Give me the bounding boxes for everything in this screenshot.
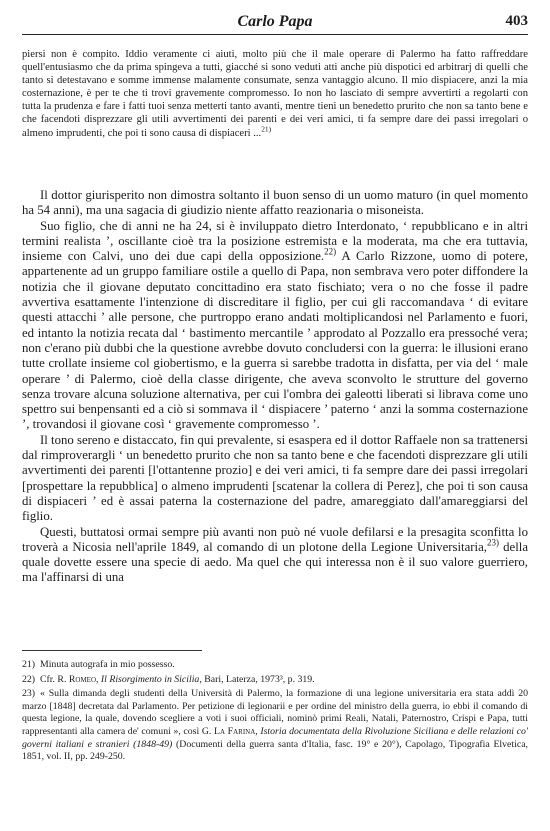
footnote-rule xyxy=(22,650,202,651)
footnote-separator: , xyxy=(255,725,261,737)
paragraph-2-part-b: A Carlo Rizzone, uomo di potere, appartenente ad un gruppo familiare ostile a quello di Papa, non sembrava vero poter diffondere la notizia che il giovane deputato concittadino era stato fischiato; vera o no che fosse il padre avvertiva esattamente l'intenzione di discreditare il figlio, per cui gli raccomandava ‘ di evitare questi attacchi ’ alle persone, che purtroppo erano andati moltiplicandosi nel Parlamento e fuori, ed intanto la notizia recata dal ‘ bastimento mercantile ’ approdato al Pozzallo era pressoché vera; non c'erano più dubbi che la questione avrebbe dovuto concludersi con la guerra: le illusioni erano tutte crollate insieme col giobertismo, e la guerra si sarebbe tradotta in disfatta, per via del ‘ male operare ’ di Palermo, cioè della classe dirigente, che aveva sconvolto le strutture del governo senza trovare alcuna soluzione alternativa, per cui l'ombra dei galeotti liberati si librava come uno spettro sui benpensanti ed a ciò si sommava il ‘ dispiacere ’ paterno ‘ anzi la somma costernazione ’, trovandosi il giovane così ‘ gravemente compromesso ’. xyxy=(22,249,529,432)
footnote-author: R. Romeo xyxy=(57,673,96,685)
footnote-separator: , xyxy=(96,673,101,685)
page-header xyxy=(22,12,528,35)
footnote-title: Il Risorgimento in Sicilia xyxy=(100,673,200,685)
footnote-number: 21) xyxy=(22,659,36,670)
footnote-author: G. La Farina xyxy=(201,725,256,737)
paragraph-4-part-a: Questi, buttatosi ormai sempre più avanti non può né vuole defilarsi e la presagita sconfitta lo troverà a Nicosia nell'aprile 1849, al comando di un plotone della Legione Universitaria, xyxy=(22,524,528,554)
footnote-suffix: (Documenti della guerra santa d'Italia, fasc. 19° e 20°), Capolago, Tipografia Elvetica, 1851, vol. II, pp. 249-250. xyxy=(22,738,528,763)
footnote-number: 22) xyxy=(22,673,36,685)
footnote-number: 23) xyxy=(22,688,36,700)
paragraph-2-part-a: Suo figlio, che di anni ne ha 24, si è inviluppato dietro Interdonato, ‘ repubblicano e in altri termini realista ’, oscillante cioè tra la posizione estremista e la moderata, ma che era tuttavia, insieme con Calvi, uno dei due capi della opposizione. xyxy=(22,218,528,264)
paragraph-4 xyxy=(22,525,528,586)
paragraph-1: Il dottor giurisperito non dimostra soltanto il buon senso di un uomo maturo (in quel momento ha 54 anni), ma una sagacia di giudizio niente affatto reazionaria o misoneista. xyxy=(22,188,528,218)
paragraph-2 xyxy=(22,219,528,433)
footnote-prefix: « Sulla dimanda degli studenti della Università di Palermo, la formazione di una legione universitaria era stata addì 20 marzo [1848] decretata dal Parlamento. Per petizione di legionarii e per ordine del ministro della guerra, io ebbi il comando di questa legione, la quale, dovendo scegliere a voti i suoi officiali, nominò primi Reali, Natali, Paternostro, Crispi e Papa, tutti rappresentanti alla camera de' comuni », così xyxy=(22,688,528,737)
footnote-text: Minuta autografa in mio possesso. xyxy=(40,659,175,670)
footnote-ref-22: 22) xyxy=(324,246,337,257)
page-number: 403 xyxy=(505,13,528,29)
footnote-suffix: , Bari, Laterza, 1973³, p. 319. xyxy=(199,673,315,685)
paragraph-4-part-b: della quale dovette essere una specie di aedo. Ma quel che qui interessa non è il suo valore guerriero, ma l'affinarsi di una xyxy=(22,539,528,585)
paragraph-3: Il tono sereno e distaccato, fin qui prevalente, si esaspera ed il dottor Raffaele non sa trattenersi dal rimproverargli ‘ un benedetto prurito che non sa tanto bene e che facendoti disprezzare gli utili avvertimenti dei parenti [l'ottantenne prozio] e dei veri amici, ti fa sempre dare dei passi irregolari [prospettare la repubblica] o almeno imprudenti [scatenar la collera di Perez], che poi ti son causa di dispiaceri ’ ed è assai paterna la costernazione del padre, amareggiato dall'amareggiarsi del figlio. xyxy=(22,432,528,524)
footnote-22 xyxy=(22,674,528,687)
footnotes xyxy=(22,650,528,766)
footnote-title: Istoria documentata della Rivoluzione Siciliana e delle relazioni co' governi italiani e stranieri (1848-49) xyxy=(22,725,528,750)
quote-paragraph xyxy=(22,48,528,140)
footnote-23 xyxy=(22,688,528,764)
quote-text: piersi non è compito. Iddio veramente ci aiuti, molto più che il male operare di Palermo ha fatto raffreddare quell'entusiasmo che da prima spingeva a tutti, giacché si sono veduti atti anche più dispotici ed arbitrarj di quelli che tanto si detestavano e somme immense malamente consumate, senza vantaggio alcuno. Il mio dispiacere, anzi la mia costernazione, è per te che ti trovi gravemente compromesso. Io non ho lasciato di sempre avvertirti a regolarti con tutta la prudenza e fare i fatti tuoi senza metterti tanto avanti, mentre tieni un benedetto prurito che non sa tanto bene e che facendoti disprezzare gli utili avvertimenti dei parenti e dei veri amici, ti fa sempre dare dei passi irregolari o almeno imprudenti, che poi ti sono causa di dispiaceri ... xyxy=(22,49,528,139)
running-title: Carlo Papa xyxy=(237,13,313,30)
footnote-prefix: Cfr. xyxy=(40,673,58,685)
block-quote xyxy=(22,48,528,140)
footnote-21 xyxy=(22,659,528,672)
body-text xyxy=(22,188,528,586)
footnote-ref-23: 23) xyxy=(486,537,499,548)
footnote-ref-21: 21) xyxy=(261,124,272,134)
